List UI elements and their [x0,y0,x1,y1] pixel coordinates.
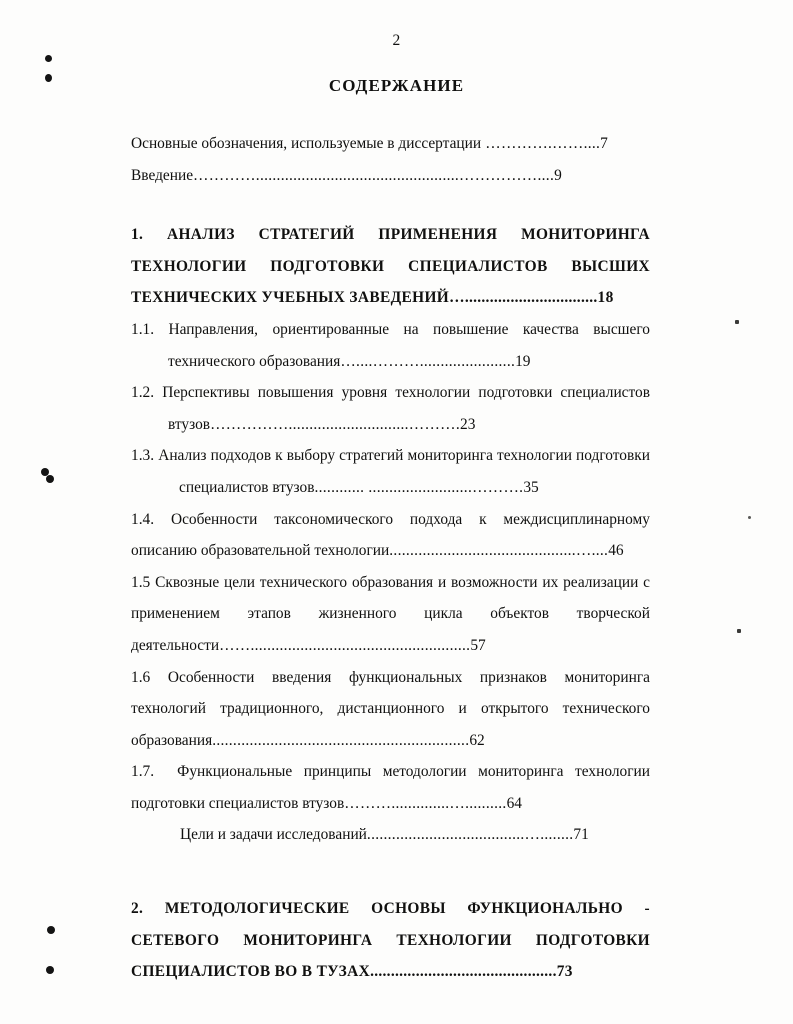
toc-entry-chapter-1[interactable] [131,219,650,314]
toc-entry-text: Перспективы повышения уровня технологии подготовки специалистов втузов [162,384,650,433]
toc-page-number: 7 [600,135,608,152]
scan-speckle [41,468,49,476]
toc-entry-text: Введение [131,166,194,184]
toc-entry-text: Функциональные принципы методологии мониторинга технологии подготовки специалистов втузов [131,763,650,812]
table-of-contents [131,128,650,988]
toc-chapter-number: 1. [131,226,144,244]
toc-leader: ............ .........................………. [314,478,524,496]
toc-entry-celi-i-zadachi[interactable] [131,819,650,851]
toc-entry-section-1-3[interactable] [131,440,650,503]
toc-entry-text: Сквозные цели технического образования и возможности их реализации с применением этапов жизненного цикла объектов творческой деятельности [131,573,650,654]
toc-entry-text: Цели и задачи исследований [180,826,367,844]
toc-leader: ……..................................................... [219,636,471,654]
toc-page-number: 71 [573,826,589,844]
toc-entry-text: Анализ подходов к выбору стратегий мониторинга технологии подготовки специалистов втузов [158,447,650,496]
spacer [131,191,650,219]
toc-section-number: 1.1. [131,320,155,338]
toc-page-number: 18 [597,289,614,307]
toc-leader: ………….................................................…………….... [193,166,555,184]
scan-speckle [47,926,55,934]
scan-speckle [735,320,739,324]
toc-leader: ………….…….... [481,135,601,152]
toc-entry-text: Направления, ориентированные на повышение качества высшего технического образования [168,320,650,370]
page-title: СОДЕРЖАНИЕ [328,76,465,95]
page-number: 2 [392,32,401,49]
toc-leader: .............................................….... [389,542,609,560]
toc-entry-text: АНАЛИЗ СТРАТЕГИЙ ПРИМЕНЕНИЯ МОНИТОРИНГА ТЕХНОЛОГИИ ПОДГОТОВКИ СПЕЦИАЛИСТОВ ВЫСШИХ ТЕХНИЧЕСКИХ УЧЕБНЫХ ЗАВЕДЕНИЙ [131,226,650,307]
toc-entry-text: Основные обозначения, используемые в диссертации [131,135,482,152]
scan-speckle [46,966,54,974]
toc-page-number: 64 [506,794,522,812]
toc-entry-section-1-4[interactable] [131,504,650,567]
scan-speckle [748,516,751,519]
toc-section-number: 1.3. [131,447,155,465]
scan-speckle [737,629,741,633]
toc-page-number: 62 [469,731,485,749]
toc-leader: ………..............….......... [344,794,507,812]
toc-entry-front-0[interactable] [131,128,650,160]
toc-section-number: 1.7. [131,763,155,781]
toc-section-number: 1.4. [131,510,155,528]
toc-entry-section-1-2[interactable] [131,377,650,440]
toc-leader: …………….............................………. [210,415,461,433]
toc-page-number: 35 [523,478,539,496]
toc-page-number: 46 [608,542,624,560]
toc-entry-text: Особенности таксономического подхода к междисциплинарному описанию образовательной технологии [131,510,650,560]
toc-page-number: 23 [460,415,476,433]
toc-leader: …................................ [449,289,598,307]
toc-entry-section-1-5[interactable] [131,567,650,662]
toc-page-number: 73 [556,963,573,981]
toc-section-number: 1.6 [131,668,151,686]
toc-page-number: 19 [515,352,531,370]
toc-leader: …....………....................... [340,352,516,370]
toc-leader: .............................................................. [212,731,470,749]
toc-entry-chapter-2[interactable] [131,893,650,988]
spacer [131,851,650,893]
scan-speckle [45,55,52,62]
toc-entry-section-1-7[interactable] [131,756,650,819]
toc-entry-text: Особенности введения функциональных признаков мониторинга технологий традиционного, дистанционного и открытого технического образования [131,668,650,749]
toc-entry-text: МЕТОДОЛОГИЧЕСКИЕ ОСНОВЫ ФУНКЦИОНАЛЬНО - СЕТЕВОГО МОНИТОРИНГА ТЕХНОЛОГИИ ПОДГОТОВКИ СПЕЦИАЛИСТОВ ВО В ТУЗАХ [131,900,650,981]
toc-leader: ......................................…........ [366,826,574,844]
toc-leader: ............................................. [370,963,557,981]
toc-entry-front-1[interactable] [131,160,650,192]
toc-entry-section-1-6[interactable] [131,662,650,757]
toc-section-number: 1.2. [131,384,155,402]
toc-chapter-number: 2. [131,900,144,918]
toc-page-number: 57 [470,636,486,654]
toc-entry-section-1-1[interactable] [131,314,650,377]
scan-speckle [46,475,54,483]
toc-section-number: 1.5 [131,573,151,591]
toc-page-number: 9 [554,166,562,184]
